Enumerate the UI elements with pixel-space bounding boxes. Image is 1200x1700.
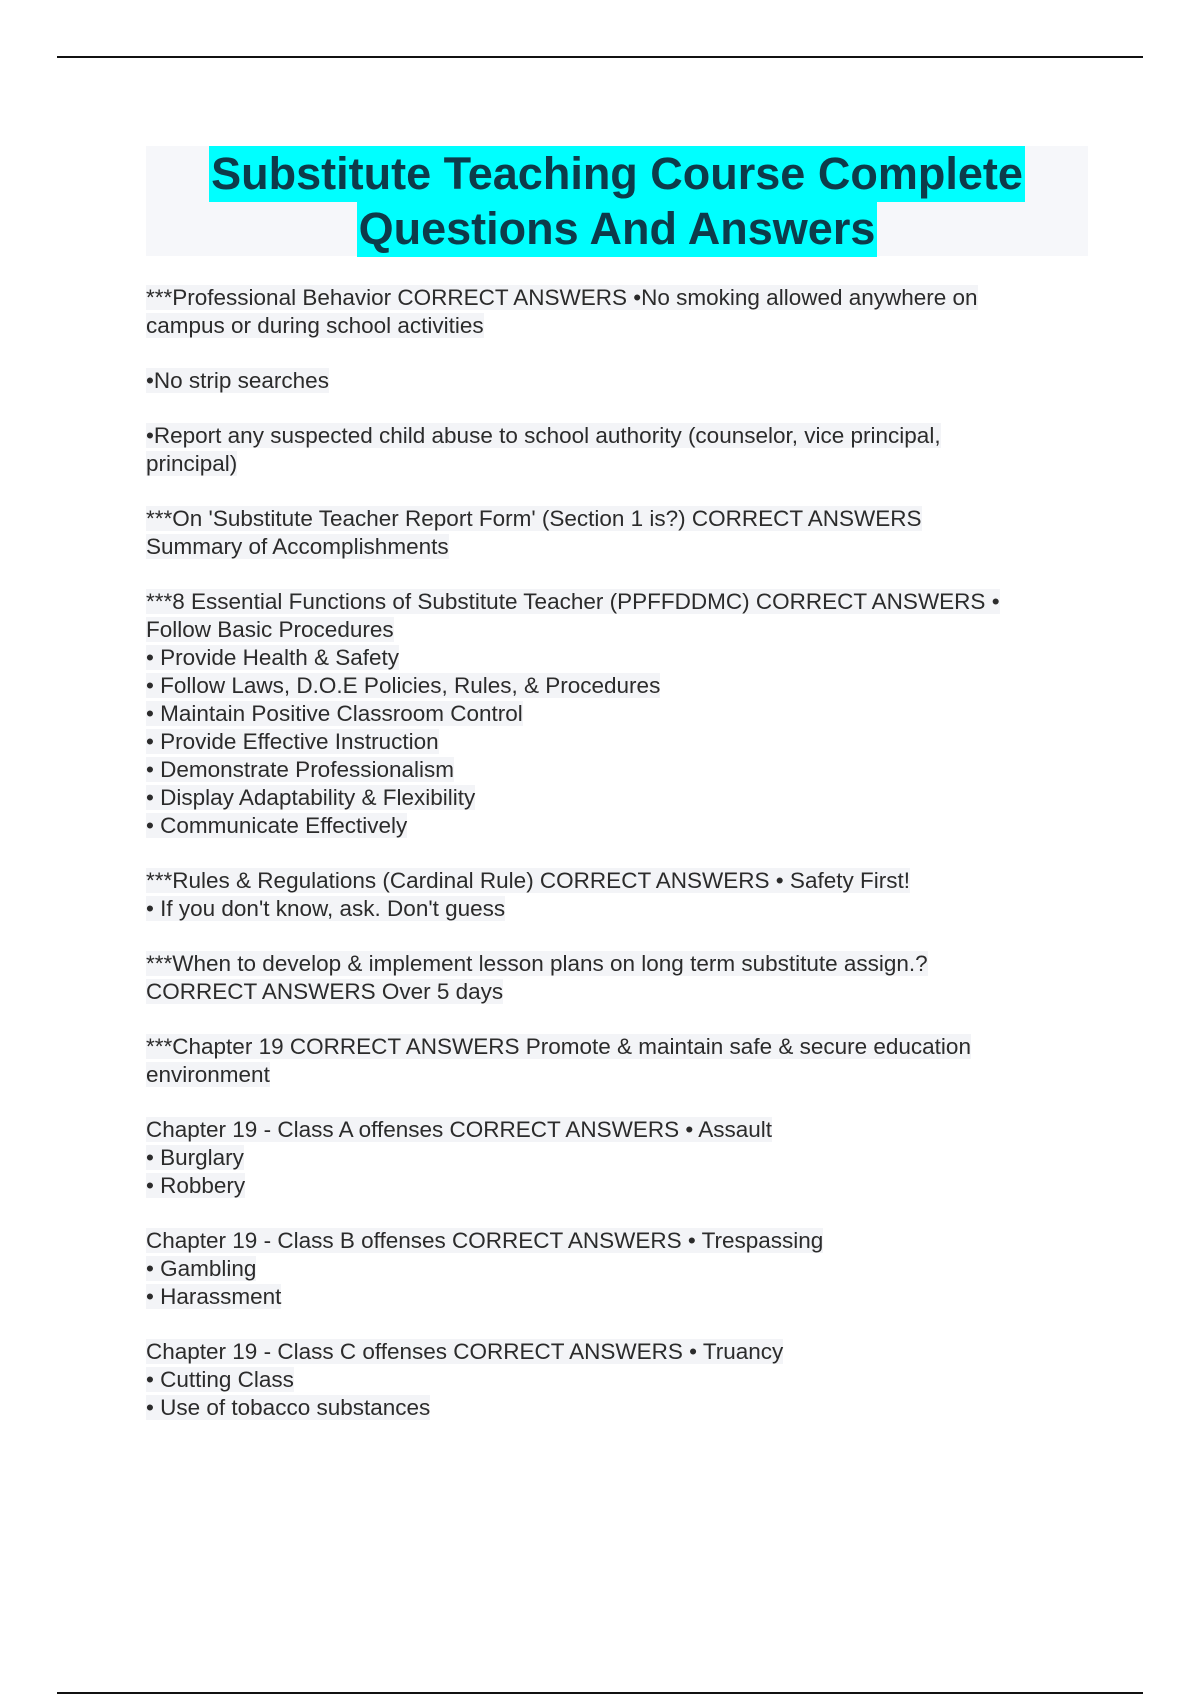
- text-line: Chapter 19 - Class C offenses CORRECT ANSWERS • Truancy: [146, 1339, 784, 1364]
- list-item: • Cutting Class: [146, 1367, 294, 1392]
- text-line: •Report any suspected child abuse to school authority (counselor, vice principal,: [146, 423, 941, 448]
- list-item: • Follow Laws, D.O.E Policies, Rules, & Procedures: [146, 673, 661, 698]
- paragraph-chapter-19: [146, 1033, 1088, 1089]
- list-item: • Maintain Positive Classroom Control: [146, 701, 523, 726]
- paragraph-class-b-offenses: [146, 1227, 1088, 1311]
- text-line: ***8 Essential Functions of Substitute Teacher (PPFFDDMC) CORRECT ANSWERS •: [146, 589, 1000, 614]
- paragraph-lesson-plans: [146, 950, 1088, 1006]
- list-item: • Display Adaptability & Flexibility: [146, 785, 476, 810]
- list-item: • If you don't know, ask. Don't guess: [146, 896, 506, 921]
- text-line: ***When to develop & implement lesson plans on long term substitute assign.?: [146, 951, 928, 976]
- paragraph-class-c-offenses: [146, 1338, 1088, 1422]
- list-item: • Gambling: [146, 1256, 257, 1281]
- paragraph-professional-behavior: [146, 284, 1088, 340]
- text-line: CORRECT ANSWERS Over 5 days: [146, 979, 504, 1004]
- text-line: ***Rules & Regulations (Cardinal Rule) CORRECT ANSWERS • Safety First!: [146, 868, 910, 893]
- bottom-rule: [57, 1692, 1143, 1694]
- paragraph-report-form: [146, 505, 1088, 561]
- text-line: environment: [146, 1062, 270, 1087]
- text-line: ***Professional Behavior CORRECT ANSWERS •No smoking allowed anywhere on: [146, 285, 978, 310]
- title-line-2: Questions And Answers: [357, 201, 878, 257]
- list-item: • Robbery: [146, 1173, 246, 1198]
- list-item: • Provide Health & Safety: [146, 645, 400, 670]
- title-line-1: Substitute Teaching Course Complete: [209, 146, 1025, 202]
- document-body: [146, 284, 1088, 1449]
- list-item: • Communicate Effectively: [146, 813, 408, 838]
- text-line: Chapter 19 - Class A offenses CORRECT ANSWERS • Assault: [146, 1117, 773, 1142]
- paragraph-strip-searches: [146, 367, 1088, 395]
- text-line: •No strip searches: [146, 368, 329, 393]
- text-line: Follow Basic Procedures: [146, 617, 394, 642]
- text-line: Chapter 19 - Class B offenses CORRECT ANSWERS • Trespassing: [146, 1228, 824, 1253]
- text-line: ***Chapter 19 CORRECT ANSWERS Promote & maintain safe & secure education: [146, 1034, 971, 1059]
- list-item: • Provide Effective Instruction: [146, 729, 439, 754]
- list-item: • Use of tobacco substances: [146, 1395, 431, 1420]
- paragraph-essential-functions: [146, 588, 1088, 840]
- list-item: • Demonstrate Professionalism: [146, 757, 454, 782]
- text-line: campus or during school activities: [146, 313, 484, 338]
- document-title: [146, 146, 1088, 256]
- text-line: principal): [146, 451, 238, 476]
- paragraph-class-a-offenses: [146, 1116, 1088, 1200]
- paragraph-rules-regulations: [146, 867, 1088, 923]
- text-line: ***On 'Substitute Teacher Report Form' (Section 1 is?) CORRECT ANSWERS: [146, 506, 922, 531]
- list-item: • Harassment: [146, 1284, 282, 1309]
- top-rule: [57, 56, 1143, 58]
- text-line: Summary of Accomplishments: [146, 534, 449, 559]
- paragraph-report-abuse: [146, 422, 1088, 478]
- list-item: • Burglary: [146, 1145, 244, 1170]
